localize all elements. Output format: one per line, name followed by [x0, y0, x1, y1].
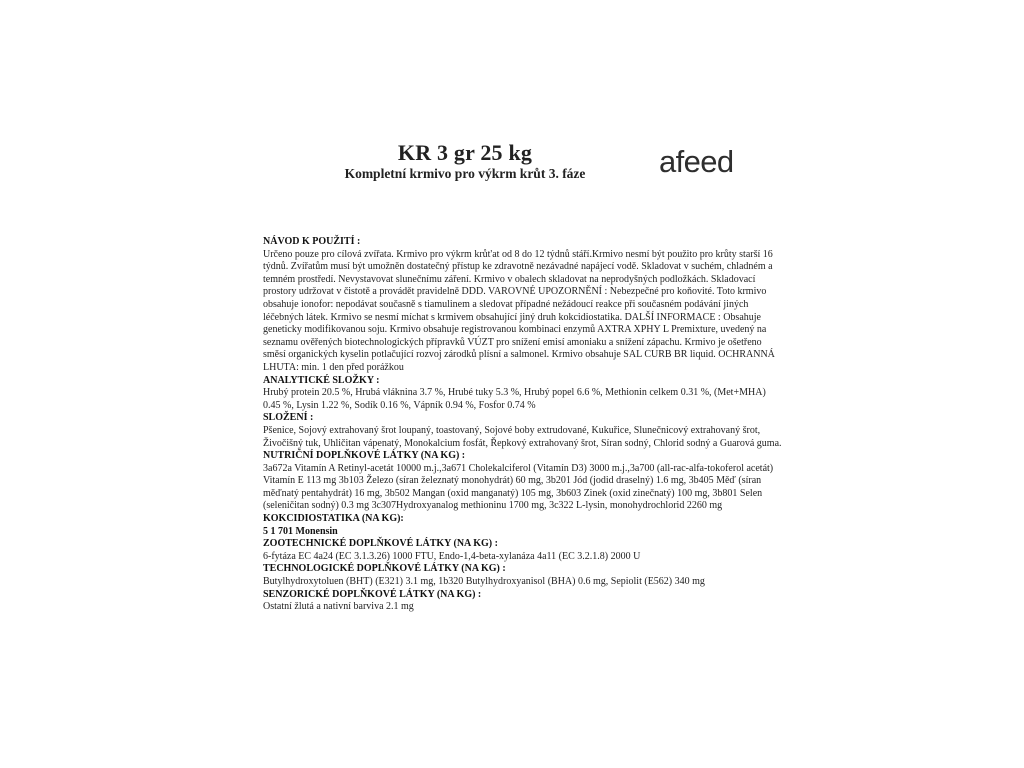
section-heading-usage: NÁVOD K POUŽITÍ :	[263, 236, 361, 247]
section-heading-technological-additives: TECHNOLOGICKÉ DOPLŇKOVÉ LÁTKY (NA KG) :	[263, 563, 506, 575]
product-title: KR 3 gr 25 kg	[397, 140, 533, 165]
section-text-usage: Určeno pouze pro cílová zvířata. Krmivo pro výkrm krůt'at od 8 do 12 týdnů stáří.Krmivo nesmí být použito pro krůty starší 16 týdnů. Zvířatům musí být umožněn dostatečný přístup ke zdravotně nezávadné napájecí vodě. Skladovat v suchém, chladném a temném prostředí. Nevystavovat slunečnímu záření. Krmivo v obalech skladovat na neprodyšných podložkách. Skladovací prostory udržovat v čistotě a provádět pravidelně DDD. VAROVNÉ UPOZORNĚNÍ : Nebezpečné pro koňovité. Toto krmivo obsahuje ionofor: nepodávat současně s tiamulinem a sledovat případné nežádoucí reakce při současném podávání jiných léčebných látek. Krmivo se nesmí míchat s krmivem obsahující jiný druh kokcidiostatika. DALŠÍ INFORMACE : Obsahuje geneticky modifikovanou soju. Krmivo obsahuje registrovanou kombinaci enzymů AXTRA XPHY L Premixture, uvedený na seznamu ověřených biotechnologických přípravků VÚZT pro snížení emisí amoniaku a snížení zápachu. Krmivo je ošetřeno směsí organických kyselin potlačující rozvoj zárodků plísní a salmonel. Krmivo obsahuje SAL CURB BR liquid. OCHRANNÁ LHUTA: min. 1 den před porážkou	[263, 248, 775, 373]
section-text-zootechnical-additives: 6-fytáza EC 4a24 (EC 3.1.3.26) 1000 FTU, Endo-1,4-beta-xylanáza 4a11 (EC 3.2.1.8) 2000 U	[263, 550, 641, 562]
afeed-logo: afeed	[659, 144, 734, 179]
section-text-composition: Pšenice, Sojový extrahovaný šrot loupaný, toastovaný, Sojové boby extrudované, Kukuřice, Slunečnicový extrahovaný šrot, Živočišný tuk, Uhličitan vápenatý, Monokalcium fosfát, Řepkový extrahovaný šrot, Síran sodný, Chlorid sodný a Guarová guma.	[263, 424, 782, 449]
label-content	[263, 236, 783, 614]
section-text-technological-additives: Butylhydroxytoluen (BHT) (E321) 3.1 mg, 1b320 Butylhydroxyanisol (BHA) 0.6 mg, Sepiolit (E562) 340 mg	[263, 576, 705, 588]
section-heading-nutritional-additives: NUTRIČNÍ DOPLŇKOVÉ LÁTKY (NA KG) :	[263, 450, 466, 462]
section-text-analytical: Hrubý protein 20.5 %, Hrubá vláknina 3.7 %, Hrubé tuky 5.3 %, Hrubý popel 6.6 %, Methionin celkem 0.31 %, (Met+MHA) 0.45 %, Lysin 1.22 %, Sodík 0.16 %, Vápník 0.94 %, Fosfor 0.74 %	[263, 387, 766, 411]
section-heading-coccidiostats: KOKCIDIOSTATIKA (NA KG):	[263, 513, 404, 525]
section-text-sensory-additives: Ostatní žlutá a nativní barviva 2.1 mg	[263, 601, 414, 613]
section-heading-sensory-additives: SENZORICKÉ DOPLŇKOVÉ LÁTKY (NA KG) :	[263, 588, 482, 600]
section-text-nutritional-additives: 3a672a Vitamín A Retinyl-acetát 10000 m.j.,3a671 Cholekalciferol (Vitamín D3) 3000 m.j.,3a700 (all-rac-alfa-tokoferol acetát) Vitamín E 113 mg 3b103 Železo (síran železnatý monohydrát) 60 mg, 3b201 Jód (jodid draselný) 1.6 mg, 3b405 Měď (síran měďnatý pentahydrát) 16 mg, 3b502 Mangan (oxid manganatý) 105 mg, 3b603 Zinek (oxid zinečnatý) 100 mg, 3b801 Selen (seleničitan sodný) 0.3 mg 3c307Hydroxyanalog methioninu 1700 mg, 3c322 L-lysin, monohydrochlorid 2260 mg	[263, 462, 774, 512]
section-heading-zootechnical-additives: ZOOTECHNICKÉ DOPLŇKOVÉ LÁTKY (NA KG) :	[263, 538, 498, 550]
section-heading-analytical: ANALYTICKÉ SLOŽKY :	[263, 374, 380, 386]
product-subtitle: Kompletní krmivo pro výkrm krůt 3. fáze	[344, 166, 586, 181]
section-coccidiostat-value: 5 1 701 Monensin	[263, 525, 338, 537]
section-heading-composition: SLOŽENÍ :	[263, 412, 314, 424]
product-header	[300, 140, 630, 182]
